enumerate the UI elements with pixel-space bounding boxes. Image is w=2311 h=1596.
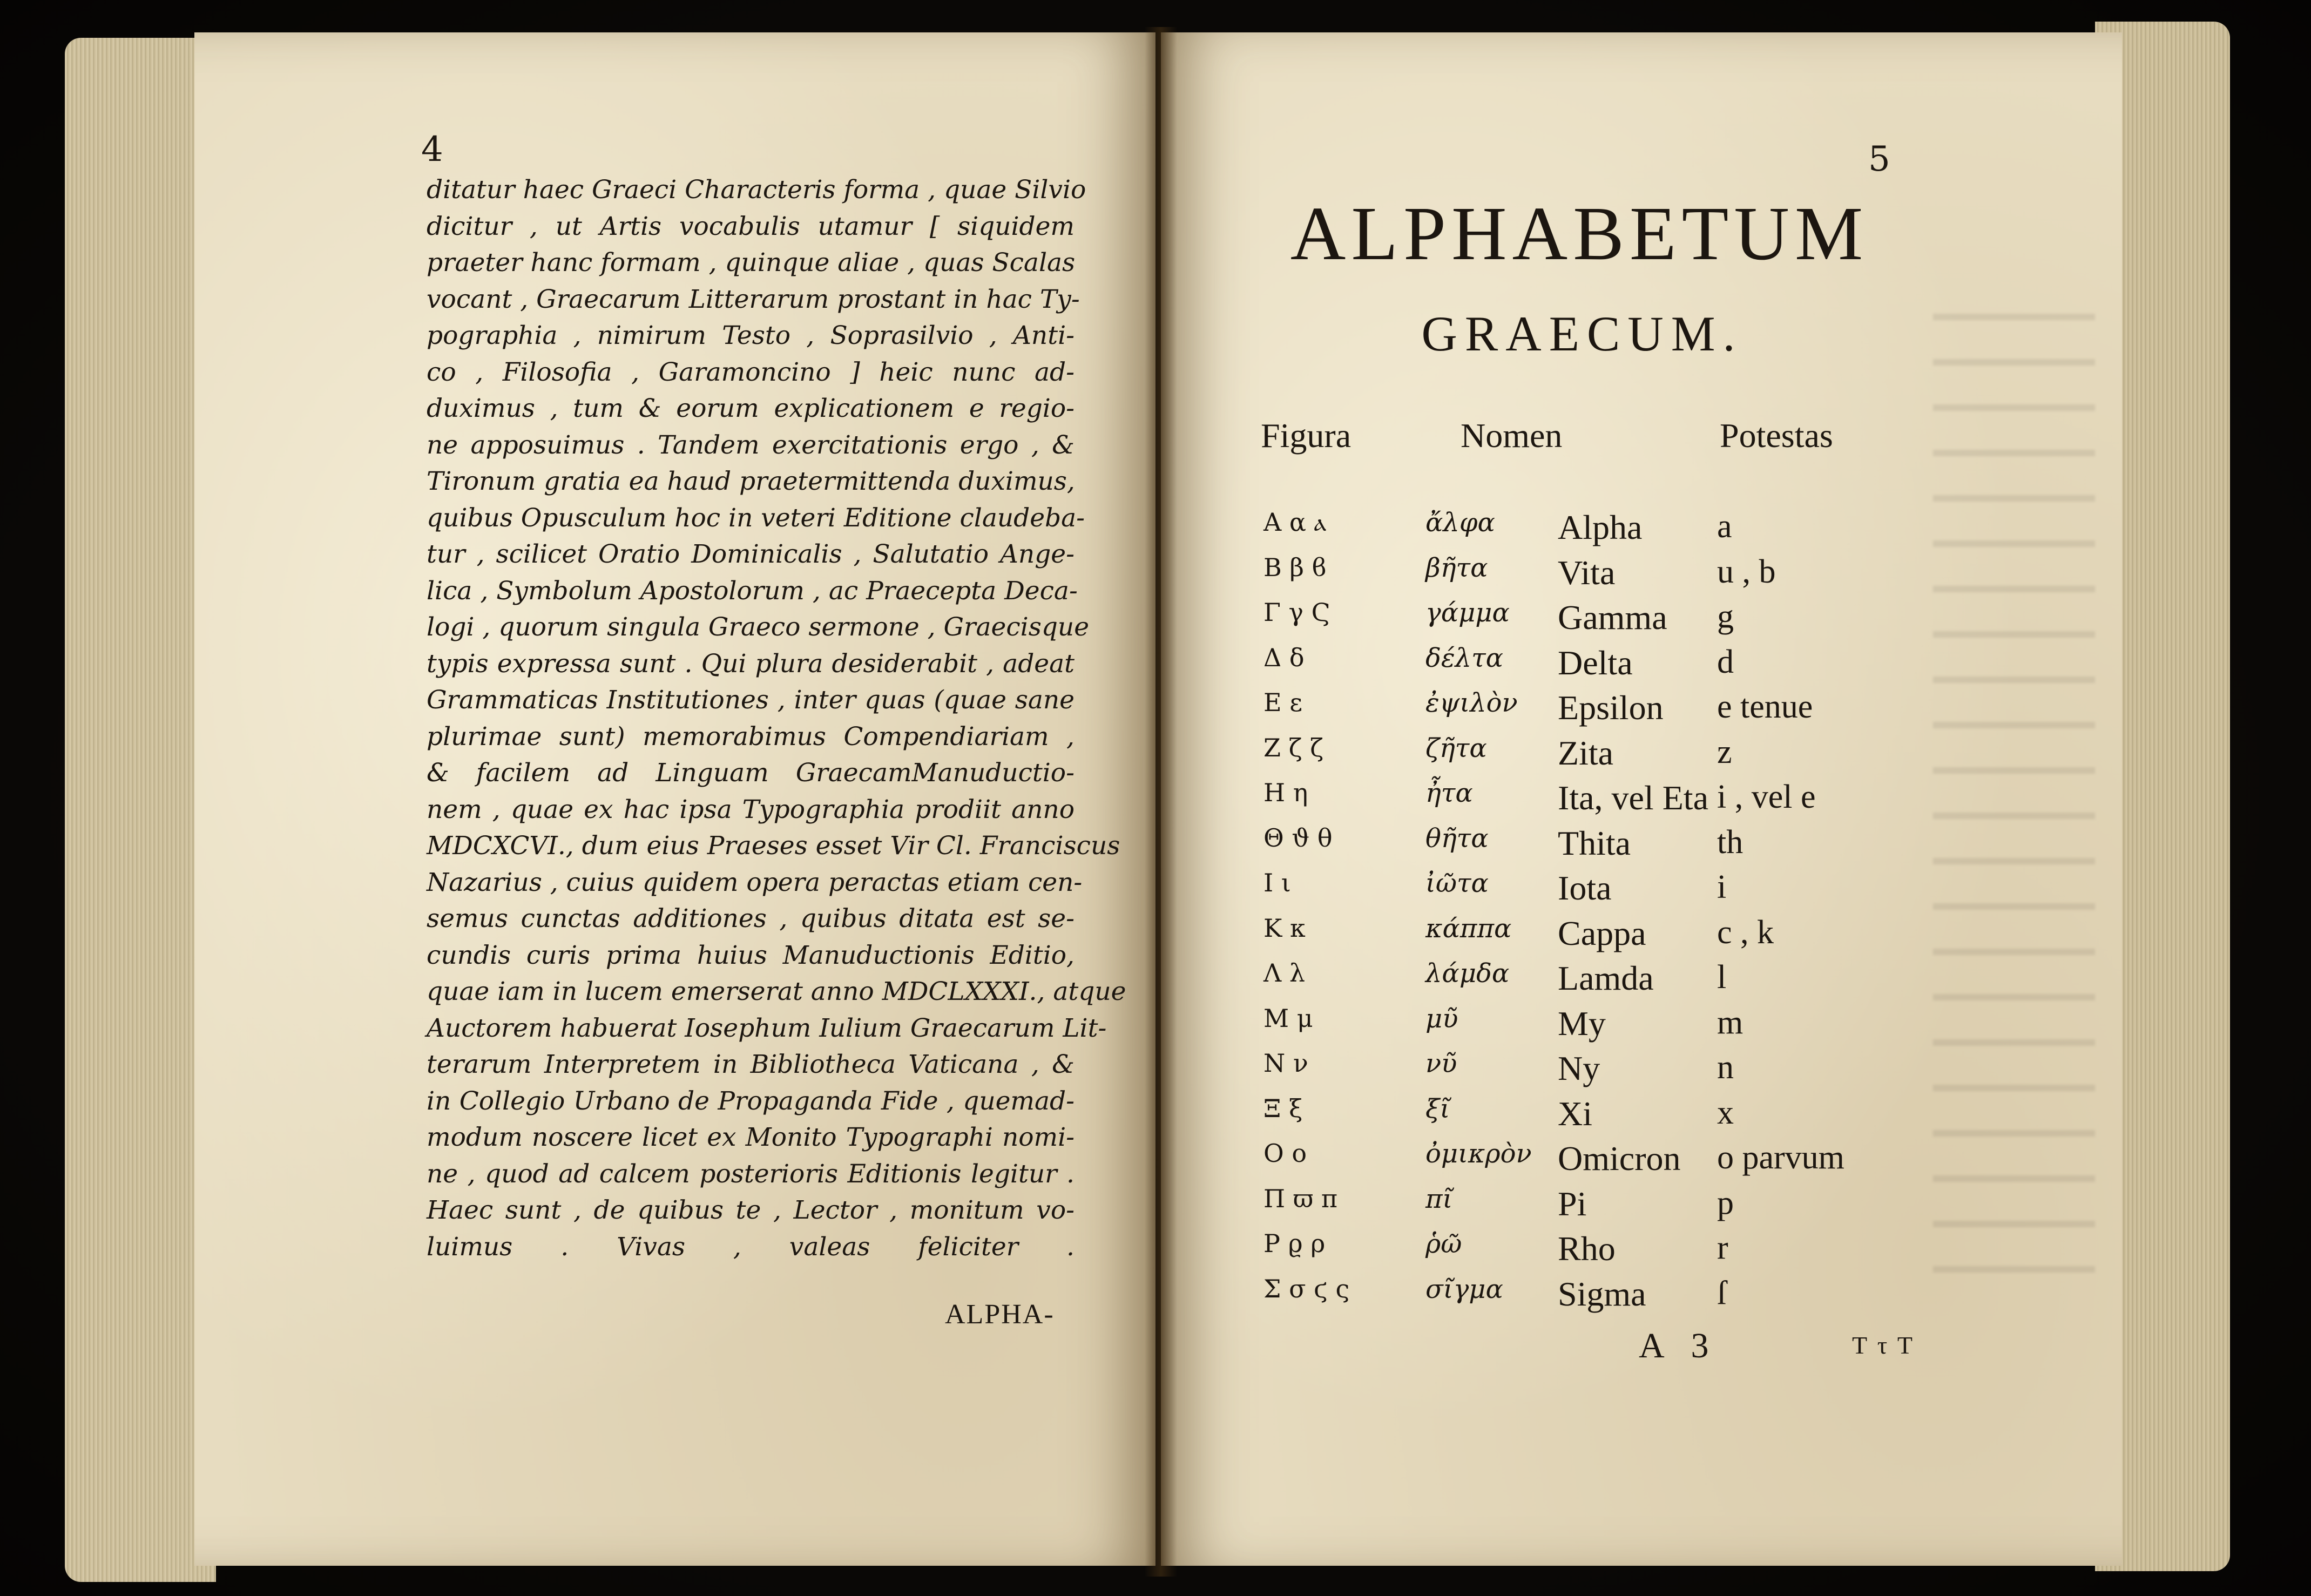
letter-forms: Ι ι xyxy=(1263,868,1291,897)
greek-name: πῖ xyxy=(1425,1184,1453,1214)
greek-name: θῆτα xyxy=(1425,823,1489,854)
alphabet-row xyxy=(1263,914,1911,959)
body-line: Auctorem habuerat Iosephum Iulium Graecarum Lit- xyxy=(427,1013,1107,1043)
sound-value: x xyxy=(1717,1094,1734,1131)
alphabet-row xyxy=(1263,643,1911,688)
body-line: ditatur haec Graeci Characteris forma , quae Silvio xyxy=(427,175,1086,205)
column-header-potestas: Potestas xyxy=(1720,416,1833,455)
body-line: logi , quorum singula Graeco sermone , Graecisque xyxy=(427,612,1090,642)
sound-value: z xyxy=(1717,733,1732,770)
body-line: lica , Symbolum Apostolorum , ac Praecepta Deca- xyxy=(427,576,1078,606)
alphabet-row xyxy=(1263,1229,1911,1274)
latin-name: Gamma xyxy=(1558,598,1667,637)
greek-name: ζῆτα xyxy=(1425,733,1487,763)
body-line: Grammaticas Institutiones , inter quas (quae sane xyxy=(427,685,1075,715)
greek-name: ὀμικρὸν xyxy=(1425,1139,1532,1169)
alphabet-row xyxy=(1263,1139,1911,1184)
greek-name: μῦ xyxy=(1425,1003,1458,1034)
sound-value: o parvum xyxy=(1717,1139,1844,1176)
latin-name: Sigma xyxy=(1558,1274,1646,1313)
body-line: cundis curis prima huius Manuductionis Editio, xyxy=(427,940,1075,970)
letter-forms: Μ μ xyxy=(1263,1003,1313,1033)
sound-value: ſ xyxy=(1717,1274,1727,1311)
catchword-left: ALPHA- xyxy=(945,1299,1055,1330)
column-header-figura: Figura xyxy=(1261,416,1352,455)
alphabet-row xyxy=(1263,733,1911,779)
greek-name: ξῖ xyxy=(1425,1093,1450,1124)
greek-name: ἐψιλὸν xyxy=(1425,688,1518,718)
sound-value: p xyxy=(1717,1184,1734,1221)
letter-forms: Λ λ xyxy=(1263,958,1305,988)
greek-name: βῆτα xyxy=(1425,552,1488,583)
alphabet-row xyxy=(1263,688,1911,733)
body-line: quibus Opusculum hoc in veteri Editione claudeba- xyxy=(427,503,1085,533)
latin-name: Rho xyxy=(1558,1229,1616,1268)
letter-forms: Κ κ xyxy=(1263,913,1306,943)
sound-value: n xyxy=(1717,1049,1734,1086)
body-line: modum noscere licet ex Monito Typographi nomi- xyxy=(427,1122,1075,1152)
greek-name: ἦτα xyxy=(1425,778,1473,808)
greek-name: γάμμα xyxy=(1425,598,1510,628)
body-line: vocant , Graecarum Litterarum prostant in hac Ty- xyxy=(427,284,1080,314)
body-line: terarum Interpretem in Bibliotheca Vaticana , & xyxy=(427,1050,1075,1079)
greek-name: νῦ xyxy=(1425,1049,1457,1079)
sound-value: d xyxy=(1717,643,1734,680)
sound-value: i xyxy=(1717,869,1727,905)
page-number-right: 5 xyxy=(1868,139,1890,179)
letter-forms: Σ σ ϛ ς xyxy=(1263,1274,1350,1303)
gutter xyxy=(1145,27,1177,1577)
sound-value: i , vel e xyxy=(1717,779,1816,815)
latin-name: My xyxy=(1558,1004,1606,1043)
alphabet-row xyxy=(1263,1274,1911,1320)
body-line: luimus . Vivas , valeas feliciter . xyxy=(427,1232,1075,1262)
body-line: co , Filosofia , Garamoncino ] heic nunc ad- xyxy=(427,357,1075,387)
catchword-right: Τ τ Τ xyxy=(1852,1331,1915,1359)
body-line: nem , quae ex hac ipsa Typographia prodiit anno xyxy=(427,794,1075,824)
letter-forms: Η η xyxy=(1263,778,1308,807)
sound-value: u , b xyxy=(1717,553,1776,590)
latin-name: Epsilon xyxy=(1558,688,1664,727)
letter-forms: Ζ ζ ζ xyxy=(1263,733,1324,762)
latin-name: Zita xyxy=(1558,733,1614,772)
letter-forms: Θ ϑ θ xyxy=(1263,823,1333,853)
latin-name: Ny xyxy=(1558,1049,1600,1087)
letter-forms: Γ γ Ϛ xyxy=(1263,598,1330,627)
alphabet-row xyxy=(1263,778,1911,823)
page-subtitle: GRAECUM. xyxy=(1421,306,1743,361)
sound-value: th xyxy=(1717,823,1744,861)
signature-mark: A 3 xyxy=(1639,1326,1719,1365)
greek-name: σῖγμα xyxy=(1425,1274,1503,1304)
body-line: dicitur , ut Artis vocabulis utamur [ siquidem xyxy=(427,211,1075,241)
latin-name: Omicron xyxy=(1558,1139,1681,1178)
greek-name: ἰῶτα xyxy=(1425,868,1489,898)
body-line: Tironum gratia ea haud praetermittenda duximus, xyxy=(427,466,1075,496)
letter-forms: Α α ⲁ xyxy=(1263,508,1327,537)
letter-forms: Ξ ξ xyxy=(1263,1093,1303,1123)
alphabet-row xyxy=(1263,1184,1911,1229)
sound-value: e tenue xyxy=(1717,688,1813,725)
body-line: typis expressa sunt . Qui plura desiderabit , adeat xyxy=(427,648,1075,679)
letter-forms: Ε ε xyxy=(1263,688,1303,717)
latin-name: Pi xyxy=(1558,1184,1587,1223)
alphabet-row xyxy=(1263,958,1911,1004)
body-line: & facilem ad Linguam GraecamManuductio- xyxy=(427,758,1075,788)
sound-value: a xyxy=(1717,508,1732,545)
alphabet-row xyxy=(1263,553,1911,598)
latin-name: Thita xyxy=(1558,823,1631,862)
letter-forms: Π ϖ π xyxy=(1263,1184,1338,1213)
latin-name: Ita, vel Eta xyxy=(1558,779,1708,817)
sound-value: c , k xyxy=(1717,914,1774,951)
greek-name: ῥῶ xyxy=(1425,1229,1462,1259)
body-line: ne , quod ad calcem posterioris Editionis legitur . xyxy=(427,1159,1075,1189)
body-line: semus cunctas additiones , quibus ditata est se- xyxy=(427,904,1075,934)
alphabet-row xyxy=(1263,1004,1911,1049)
greek-name: δέλτα xyxy=(1425,643,1504,673)
latin-name: Xi xyxy=(1558,1094,1592,1133)
sound-value: m xyxy=(1717,1004,1744,1041)
alphabet-row xyxy=(1263,1094,1911,1139)
letter-forms: Ο ο xyxy=(1263,1139,1307,1168)
latin-name: Lamda xyxy=(1558,959,1654,997)
letter-forms: Ρ ϱ ρ xyxy=(1263,1229,1326,1258)
greek-name: κάππα xyxy=(1425,913,1512,944)
greek-name: λάμδα xyxy=(1425,958,1510,989)
letter-forms: Δ δ xyxy=(1263,643,1305,672)
alphabet-row xyxy=(1263,508,1911,553)
latin-name: Alpha xyxy=(1558,508,1643,546)
latin-name: Vita xyxy=(1558,553,1616,592)
column-header-nomen: Nomen xyxy=(1461,416,1563,455)
body-line: ne apposuimus . Tandem exercitationis ergo , & xyxy=(427,430,1075,460)
body-line: Nazarius , cuius quidem opera peractas etiam cen- xyxy=(427,867,1083,897)
body-text xyxy=(427,172,1126,1265)
alphabet-row xyxy=(1263,1049,1911,1094)
body-line: pographia , nimirum Testo , Soprasilvio , Anti- xyxy=(427,321,1075,350)
sound-value: r xyxy=(1717,1229,1728,1266)
body-line: tur , scilicet Oratio Dominicalis , Salutatio Ange- xyxy=(427,539,1075,569)
page-title: ALPHABETUM xyxy=(1290,191,1869,276)
body-line: in Collegio Urbano de Propaganda Fide , quemad- xyxy=(427,1086,1075,1116)
sound-value: l xyxy=(1717,959,1727,996)
latin-name: Cappa xyxy=(1558,914,1646,952)
body-line: quae iam in lucem emerserat anno MDCLXXXI., atque xyxy=(427,977,1126,1006)
left-page-edges xyxy=(65,38,216,1582)
body-line: MDCXCVI., dum eius Praeses esset Vir Cl. Franciscus xyxy=(427,831,1120,861)
body-line: praeter hanc formam , quinque aliae , quas Scalas xyxy=(427,248,1076,278)
body-line: duximus , tum & eorum explicationem e regio- xyxy=(427,394,1075,423)
alphabet-row xyxy=(1263,598,1911,643)
latin-name: Iota xyxy=(1558,869,1612,907)
greek-name: ἄλφα xyxy=(1425,508,1495,538)
latin-name: Delta xyxy=(1558,643,1633,682)
body-line: Haec sunt , de quibus te , Lector , monitum vo- xyxy=(427,1195,1075,1225)
letter-forms: Β β ϐ xyxy=(1263,552,1327,582)
alphabet-row xyxy=(1263,823,1911,869)
letter-forms: Ν ν xyxy=(1263,1049,1308,1078)
sound-value: g xyxy=(1717,598,1734,635)
show-through xyxy=(1933,281,2095,1307)
page-number-left: 4 xyxy=(421,130,443,170)
body-line: plurimae sunt) memorabimus Compendiariam , xyxy=(427,721,1075,752)
alphabet-row xyxy=(1263,868,1911,914)
